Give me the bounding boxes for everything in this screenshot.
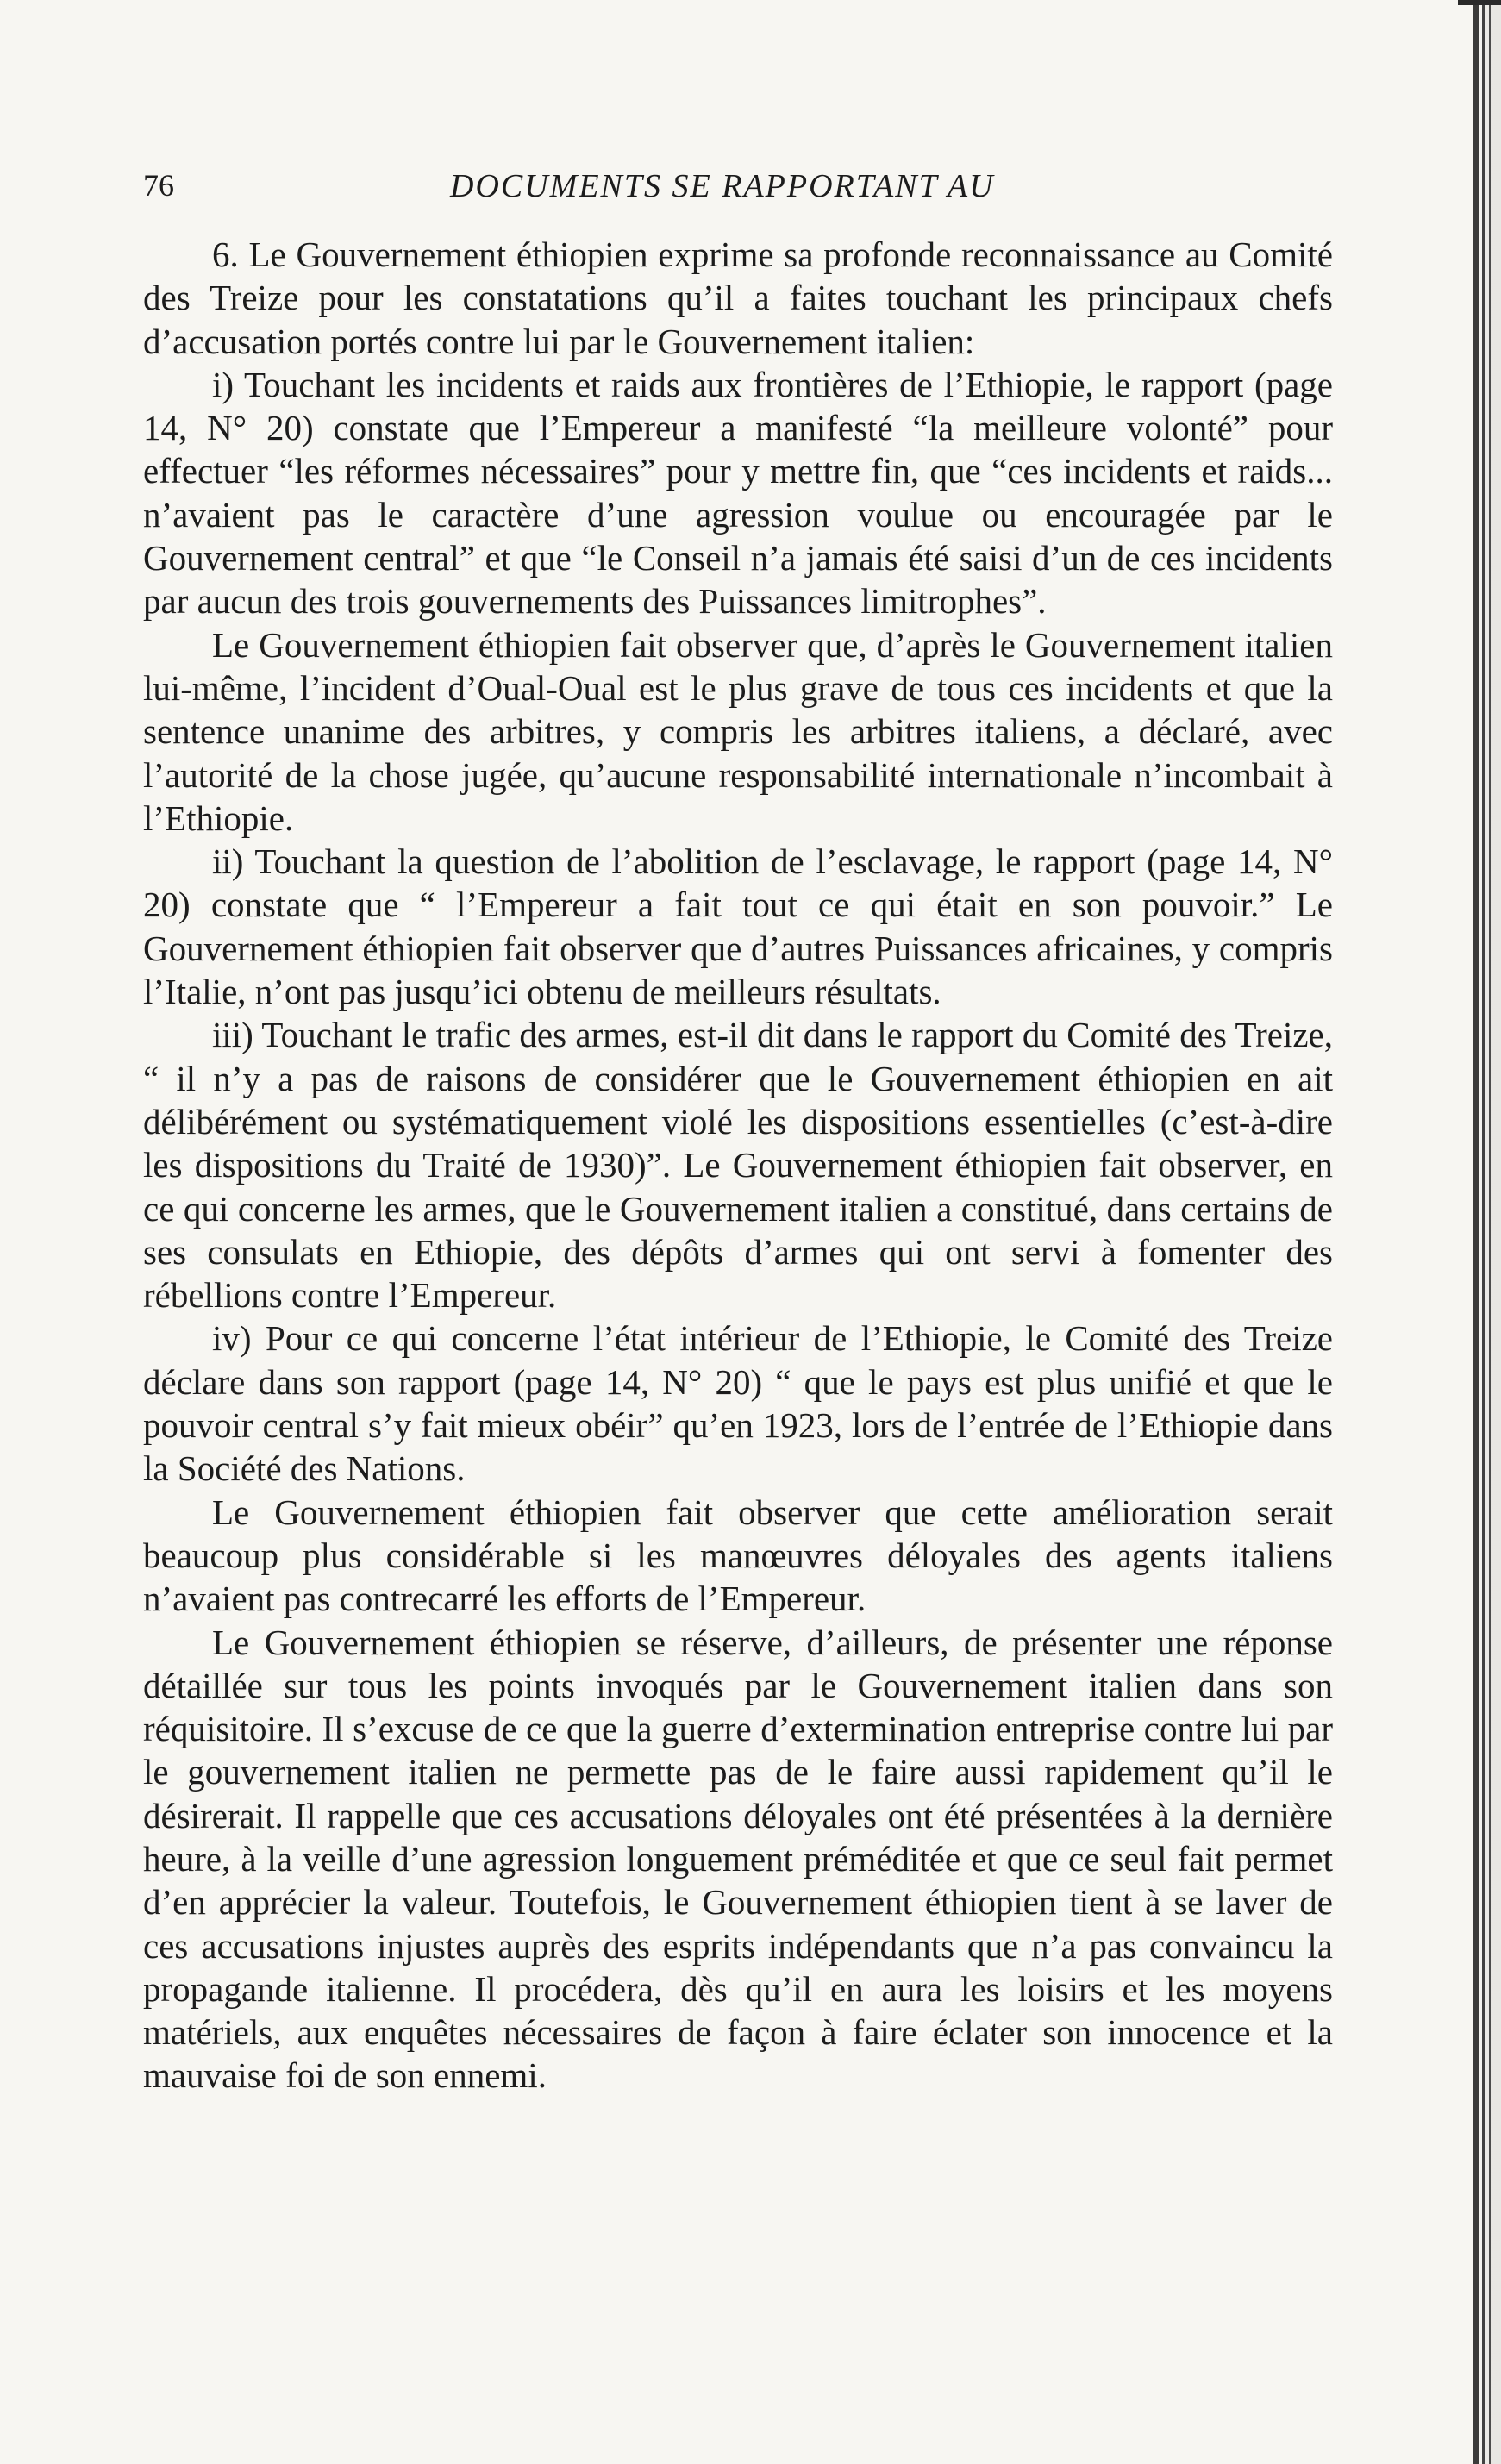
page-number: 76 bbox=[143, 168, 174, 203]
running-head bbox=[143, 162, 1350, 207]
running-title: DOCUMENTS SE RAPPORTANT AU bbox=[450, 168, 995, 204]
binding-edge-top bbox=[1458, 0, 1501, 52]
paragraph-i-frontier-incidents: i) Touchant les incidents et raids aux frontières de l’Ethiopie, le rapport (page 14, N° 20) constate que l’Empereur a manifesté “la meilleure volonté” pour effectuer “les réformes nécessaires” pour y mettre fin, que “ces incidents et raids... n’avaient pas le caractère d’une agression voulue ou encouragée par le Gouvernement central” et que “le Conseil n’a jamais été saisi d’un de ces incidents par aucun des trois gouvernements des Puissances limitrophes”. bbox=[143, 364, 1333, 622]
paragraph-oual-oual: Le Gouvernement éthiopien fait observer que, d’après le Gouvernement italien lui-même, l’incident d’Oual-Oual est le plus grave de tous ces incidents et que la sentence unanime des arbitres, y compris les arbitres italiens, a déclaré, avec l’autorité de la chose jugée, qu’aucune responsabilité internationale n’incombait à l’Ethiopie. bbox=[143, 624, 1333, 838]
paragraph-iii-arms-traffic: iii) Touchant le trafic des armes, est-il dit dans le rapport du Comité des Treize, “ il n’y a pas de raisons de considérer que le Gouvernement éthiopien en ait délibérément ou systématiquement violé les dispositions essentielles (c’est-à-dire les dispositions du Traité de 1930)”. Le Gouvernement éthiopien fait observer, en ce qui concerne les armes, que le Gouvernement italien a constitué, dans certains de ses consulats en Ethiopie, des dépôts d’armes qui ont servi à fomenter des rébellions contre l’Empereur. bbox=[143, 1015, 1333, 1316]
paragraph-ii-slavery: ii) Touchant la question de l’abolition de l’esclavage, le rapport (page 14, N° 20) constate que “ l’Empereur a fait tout ce qui était en son pouvoir.” Le Gouvernement éthiopien fait observer que d’autres Puissances africaines, y compris l’Italie, n’ont pas jusqu’ici obtenu de meilleurs résultats. bbox=[143, 841, 1333, 1012]
paragraph-reservation: Le Gouvernement éthiopien se réserve, d’ailleurs, de présenter une réponse détaillée sur tous les points invoqués par le Gouvernement italien dans son réquisitoire. Il s’excuse de ce que la guerre d’extermination entreprise contre lui par le gouvernement italien ne permette pas de le faire aussi rapidement qu’il le désirerait. Il rappelle que ces accusations déloyales ont été présentées à la dernière heure, à la veille d’une agression longuement préméditée et que ce seul fait permet d’en apprécier la valeur. Toutefois, le Gouvernement éthiopien tient à se laver de ces accusations injustes auprès des esprits indépendants que n’a pas convaincu la propagande italienne. Il procédera, dès qu’il en aura les loisirs et les moyens matériels, aux enquêtes nécessaires de façon à faire éclater son innocence et la mauvaise foi de son ennemi. bbox=[143, 1622, 1333, 2096]
paragraph-iv-internal-state: iv) Pour ce qui concerne l’état intérieur de l’Ethiopie, le Comité des Treize déclare dans son rapport (page 14, N° 20) “ que le pays est plus unifié et que le pouvoir central s’y fait mieux obéir” qu’en 1923, lors de l’entrée de l’Ethiopie dans la Société des Nations. bbox=[143, 1318, 1333, 1489]
body-text bbox=[143, 233, 1333, 2098]
binding-edge bbox=[1470, 0, 1501, 2464]
paragraph-6-intro: 6. Le Gouvernement éthiopien exprime sa profonde reconnaissance au Comité des Treize pour les constatations qu’il a faites touchant les principaux chefs d’accusation portés contre lui par le Gouvernement italien: bbox=[143, 235, 1333, 361]
paragraph-improvement: Le Gouvernement éthiopien fait observer que cette amélioration serait beaucoup plus considérable si les manœuvres déloyales des agents italiens n’avaient pas contrecarré les efforts de l’Empereur. bbox=[143, 1492, 1333, 1619]
